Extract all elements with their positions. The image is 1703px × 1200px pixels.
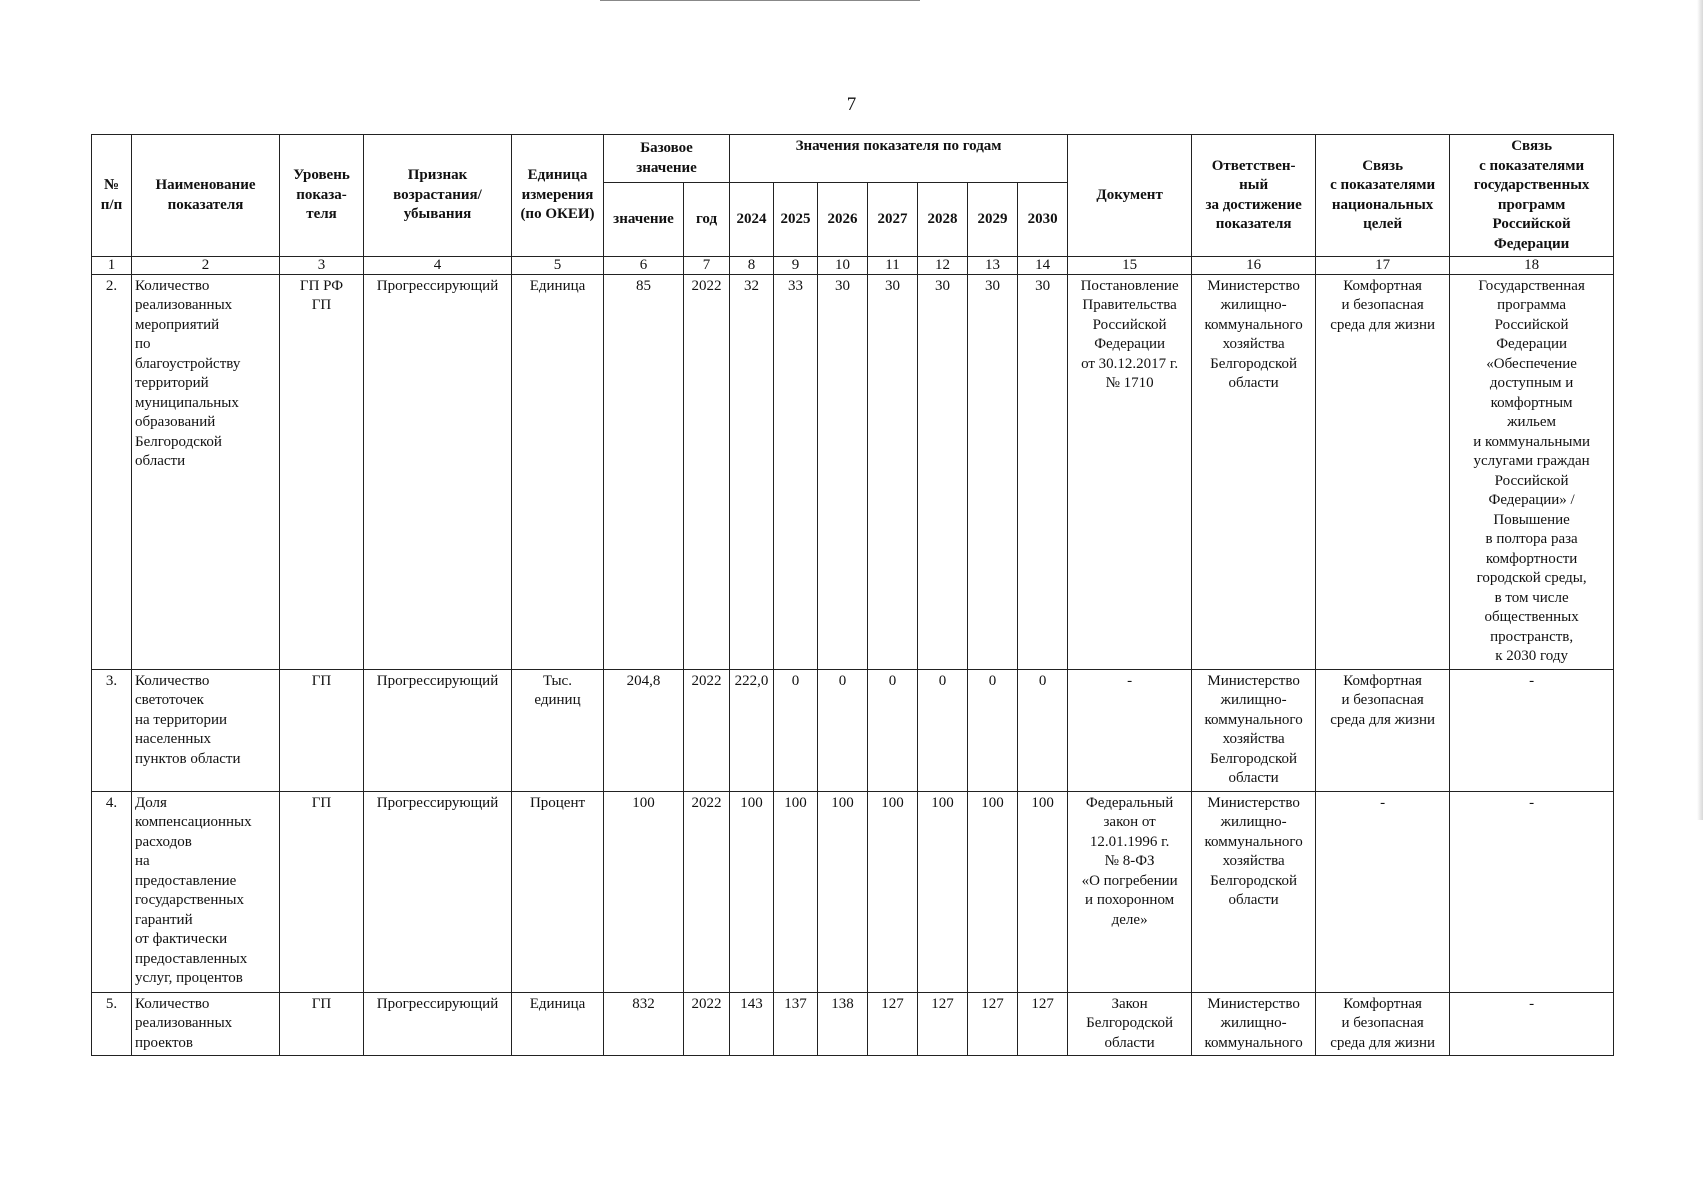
header-level: Уровень показа- теля [280, 135, 364, 257]
column-number: 7 [684, 257, 730, 275]
value-2027: 0 [868, 669, 918, 791]
header-name: Наименование показателя [132, 135, 280, 257]
responsible: Министерство жилищно- коммунального хозяйства Белгородской области [1192, 791, 1316, 992]
indicator-name: Количество реализованных мероприятий по благоустройству территорий муниципальных образований Белгородской области [132, 274, 280, 669]
state-programs: - [1450, 992, 1614, 1056]
value-2024: 143 [730, 992, 774, 1056]
base-year: 2022 [684, 669, 730, 791]
value-2028: 30 [918, 274, 968, 669]
value-2024: 222,0 [730, 669, 774, 791]
table-row [92, 669, 1614, 791]
value-2029: 0 [968, 669, 1018, 791]
value-2024: 100 [730, 791, 774, 992]
value-2030: 30 [1018, 274, 1068, 669]
base-value: 832 [604, 992, 684, 1056]
value-2028: 100 [918, 791, 968, 992]
column-number: 4 [364, 257, 512, 275]
scan-edge-shadow [1697, 0, 1703, 820]
document: - [1068, 669, 1192, 791]
header-base-group: Базовое значение [604, 135, 730, 183]
responsible: Министерство жилищно- коммунального хозяйства Белгородской области [1192, 669, 1316, 791]
national-goals: - [1316, 791, 1450, 992]
column-number: 13 [968, 257, 1018, 275]
indicator-level: ГП РФ ГП [280, 274, 364, 669]
header-responsible: Ответствен- ный за достижение показателя [1192, 135, 1316, 257]
indicator-unit: Процент [512, 791, 604, 992]
page-number: 7 [846, 94, 857, 115]
row-num: 2. [92, 274, 132, 669]
column-number: 1 [92, 257, 132, 275]
indicator-trend: Прогрессирующий [364, 274, 512, 669]
value-2029: 30 [968, 274, 1018, 669]
header-year-2028: 2028 [918, 183, 968, 257]
column-number: 8 [730, 257, 774, 275]
header-year-2026: 2026 [818, 183, 868, 257]
table-row [92, 992, 1614, 1056]
base-value: 100 [604, 791, 684, 992]
scan-artifact-line [600, 0, 920, 3]
indicator-trend: Прогрессирующий [364, 669, 512, 791]
indicator-unit: Единица [512, 274, 604, 669]
column-number: 12 [918, 257, 968, 275]
column-number: 15 [1068, 257, 1192, 275]
value-2030: 127 [1018, 992, 1068, 1056]
responsible: Министерство жилищно- коммунального хозяйства Белгородской области [1192, 274, 1316, 669]
indicator-trend: Прогрессирующий [364, 992, 512, 1056]
indicator-name: Количество светоточек на территории населенных пунктов области [132, 669, 280, 791]
column-number: 11 [868, 257, 918, 275]
value-2025: 137 [774, 992, 818, 1056]
document: Постановление Правительства Российской Федерации от 30.12.2017 г. № 1710 [1068, 274, 1192, 669]
national-goals: Комфортная и безопасная среда для жизни [1316, 274, 1450, 669]
document: Федеральный закон от 12.01.1996 г. № 8-ФЗ «О погребении и похоронном деле» [1068, 791, 1192, 992]
column-number: 5 [512, 257, 604, 275]
row-num: 4. [92, 791, 132, 992]
state-programs: - [1450, 791, 1614, 992]
state-programs: - [1450, 669, 1614, 791]
value-2030: 100 [1018, 791, 1068, 992]
value-2026: 138 [818, 992, 868, 1056]
column-number: 6 [604, 257, 684, 275]
value-2029: 127 [968, 992, 1018, 1056]
indicator-unit: Единица [512, 992, 604, 1056]
indicator-level: ГП [280, 669, 364, 791]
column-number: 10 [818, 257, 868, 275]
column-number: 18 [1450, 257, 1614, 275]
value-2026: 100 [818, 791, 868, 992]
header-unit: Единица измерения (по ОКЕИ) [512, 135, 604, 257]
indicator-unit: Тыс. единиц [512, 669, 604, 791]
column-number: 2 [132, 257, 280, 275]
header-year-2025: 2025 [774, 183, 818, 257]
header-year-2029: 2029 [968, 183, 1018, 257]
value-2025: 33 [774, 274, 818, 669]
indicator-level: ГП [280, 992, 364, 1056]
value-2027: 30 [868, 274, 918, 669]
value-2026: 30 [818, 274, 868, 669]
base-year: 2022 [684, 791, 730, 992]
value-2029: 100 [968, 791, 1018, 992]
column-numbers-row [92, 257, 1614, 275]
table-row [92, 791, 1614, 992]
state-programs: Государственная программа Российской Федерации «Обеспечение доступным и комфортным жильем и коммунальными услугами граждан Российской Федерации» / Повышение в полтора раза комфортности городской среды, в том числе общественных пространств, к 2030 году [1450, 274, 1614, 669]
value-2025: 0 [774, 669, 818, 791]
column-number: 14 [1018, 257, 1068, 275]
table-row [92, 274, 1614, 669]
header-base-value: значение [604, 183, 684, 257]
column-number: 16 [1192, 257, 1316, 275]
value-2028: 127 [918, 992, 968, 1056]
value-2030: 0 [1018, 669, 1068, 791]
indicators-table [91, 134, 1614, 1056]
value-2027: 127 [868, 992, 918, 1056]
header-document: Документ [1068, 135, 1192, 257]
header-row-top [92, 135, 1614, 183]
header-state-programs: Связь с показателями государственных программ Российской Федерации [1450, 135, 1614, 257]
indicator-name: Доля компенсационных расходов на предоставление государственных гарантий от фактически предоставленных услуг, процентов [132, 791, 280, 992]
value-2027: 100 [868, 791, 918, 992]
header-trend: Признак возрастания/ убывания [364, 135, 512, 257]
header-year-2024: 2024 [730, 183, 774, 257]
responsible: Министерство жилищно- коммунального [1192, 992, 1316, 1056]
base-value: 204,8 [604, 669, 684, 791]
header-base-year: год [684, 183, 730, 257]
base-year: 2022 [684, 992, 730, 1056]
column-number: 9 [774, 257, 818, 275]
row-num: 5. [92, 992, 132, 1056]
header-year-2030: 2030 [1018, 183, 1068, 257]
header-num: № п/п [92, 135, 132, 257]
base-year: 2022 [684, 274, 730, 669]
value-2025: 100 [774, 791, 818, 992]
national-goals: Комфортная и безопасная среда для жизни [1316, 992, 1450, 1056]
indicator-trend: Прогрессирующий [364, 791, 512, 992]
value-2028: 0 [918, 669, 968, 791]
document: Закон Белгородской области [1068, 992, 1192, 1056]
value-2026: 0 [818, 669, 868, 791]
column-number: 3 [280, 257, 364, 275]
base-value: 85 [604, 274, 684, 669]
national-goals: Комфортная и безопасная среда для жизни [1316, 669, 1450, 791]
indicator-level: ГП [280, 791, 364, 992]
indicator-name: Количество реализованных проектов [132, 992, 280, 1056]
value-2024: 32 [730, 274, 774, 669]
column-number: 17 [1316, 257, 1450, 275]
header-national-goals: Связь с показателями национальных целей [1316, 135, 1450, 257]
header-years-group: Значения показателя по годам [730, 135, 1068, 183]
row-num: 3. [92, 669, 132, 791]
header-year-2027: 2027 [868, 183, 918, 257]
